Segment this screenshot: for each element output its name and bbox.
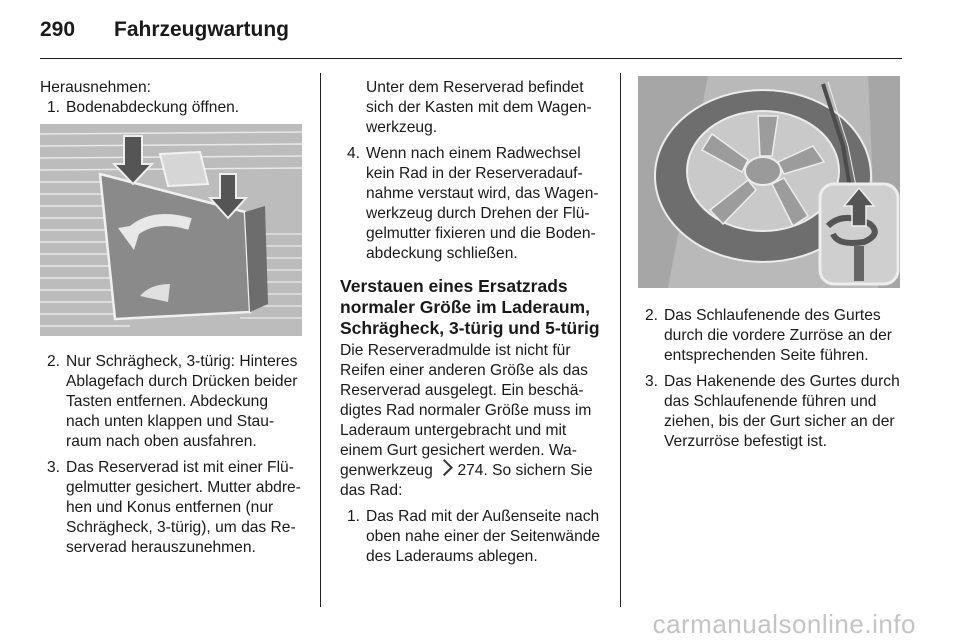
section-heading: Verstauen eines Ersatzrads normaler Größe im Laderaum, Schrägheck, 3-türig und 5-türig [340, 276, 600, 338]
intro-text: Herausnehmen: [40, 79, 151, 96]
list-item [638, 372, 900, 452]
list-item [638, 306, 900, 366]
watermark: carmanualsonline.info [652, 609, 916, 639]
item-number: 1. [346, 508, 360, 525]
list-item [340, 144, 604, 264]
page-title: Fahrzeugwartung [114, 18, 290, 41]
list-item [40, 458, 302, 558]
left-column [40, 78, 302, 564]
section-body: Die Reserveradmulde ist nicht für Reifen einer anderen Größe als das Reserverad ausgelegt. Ein beschä-digtes Rad normaler Größe muss im Laderaum untergebracht und mit einem Gurt gesichert werden. Wa-genwerkzeug 274. So sichern Sie das Rad: [340, 342, 593, 499]
item-number: 3. [46, 459, 60, 476]
item-number: 2. [644, 307, 658, 324]
item-text: Das Rad mit der Außenseite nach oben nahe einer der Seitenwände des Laderaums ablegen. [366, 508, 601, 565]
item-number: 4. [346, 145, 360, 162]
header-rule [40, 58, 902, 59]
page-reference[interactable]: 274 [457, 462, 484, 479]
item-text: Das Hakenende des Gurtes durch das Schlaufenende führen und ziehen, bis der Gurt sicher an der Verzurröse befestigt ist. [664, 373, 900, 450]
list-item [40, 352, 302, 452]
item-text: Wenn nach einem Radwechsel kein Rad in der Reserveradauf-nahme verstaut wird, das Wagen-werkzeug durch Drehen der Flü-gelmutter fixieren und die Boden-abdeckung schließen. [366, 145, 599, 262]
list-item [40, 98, 302, 118]
item-text: Das Schlaufenende des Gurtes durch die vordere Zurröse an der entsprechenden Seite führen. [664, 307, 892, 364]
item-text: Nur Schrägheck, 3-türig: Hinteres Ablagefach durch Drücken beider Tasten entfernen. Abdeckung nach unten klappen und Stau-raum nach oben ausfahren. [66, 353, 298, 450]
page-number: 290 [40, 18, 76, 41]
spare-wheel-image [638, 76, 900, 288]
middle-column [340, 78, 604, 573]
storage-tray-image [40, 124, 302, 336]
right-column [638, 76, 900, 458]
continued-text: Unter dem Reserverad befindet sich der Kasten mit dem Wagen-werkzeug. [366, 79, 592, 136]
floor-cover-illustration [40, 124, 302, 342]
spare-wheel-illustration [638, 76, 900, 294]
list-item [340, 507, 604, 567]
item-text: Das Reserverad ist mit einer Flü-gelmutter gesichert. Mutter abdre-hen und Konus entfernen (nur Schrägheck, 3-türig), um das Re-serverad herauszunehmen. [66, 459, 301, 556]
item-number: 3. [644, 373, 658, 390]
item-number: 2. [46, 353, 60, 370]
column-divider [620, 73, 621, 607]
column-divider [320, 73, 321, 607]
item-text: Bodenabdeckung öffnen. [66, 99, 240, 116]
page-header [40, 18, 920, 48]
item-number: 1. [46, 99, 60, 116]
reference-arrow-icon [436, 459, 453, 476]
